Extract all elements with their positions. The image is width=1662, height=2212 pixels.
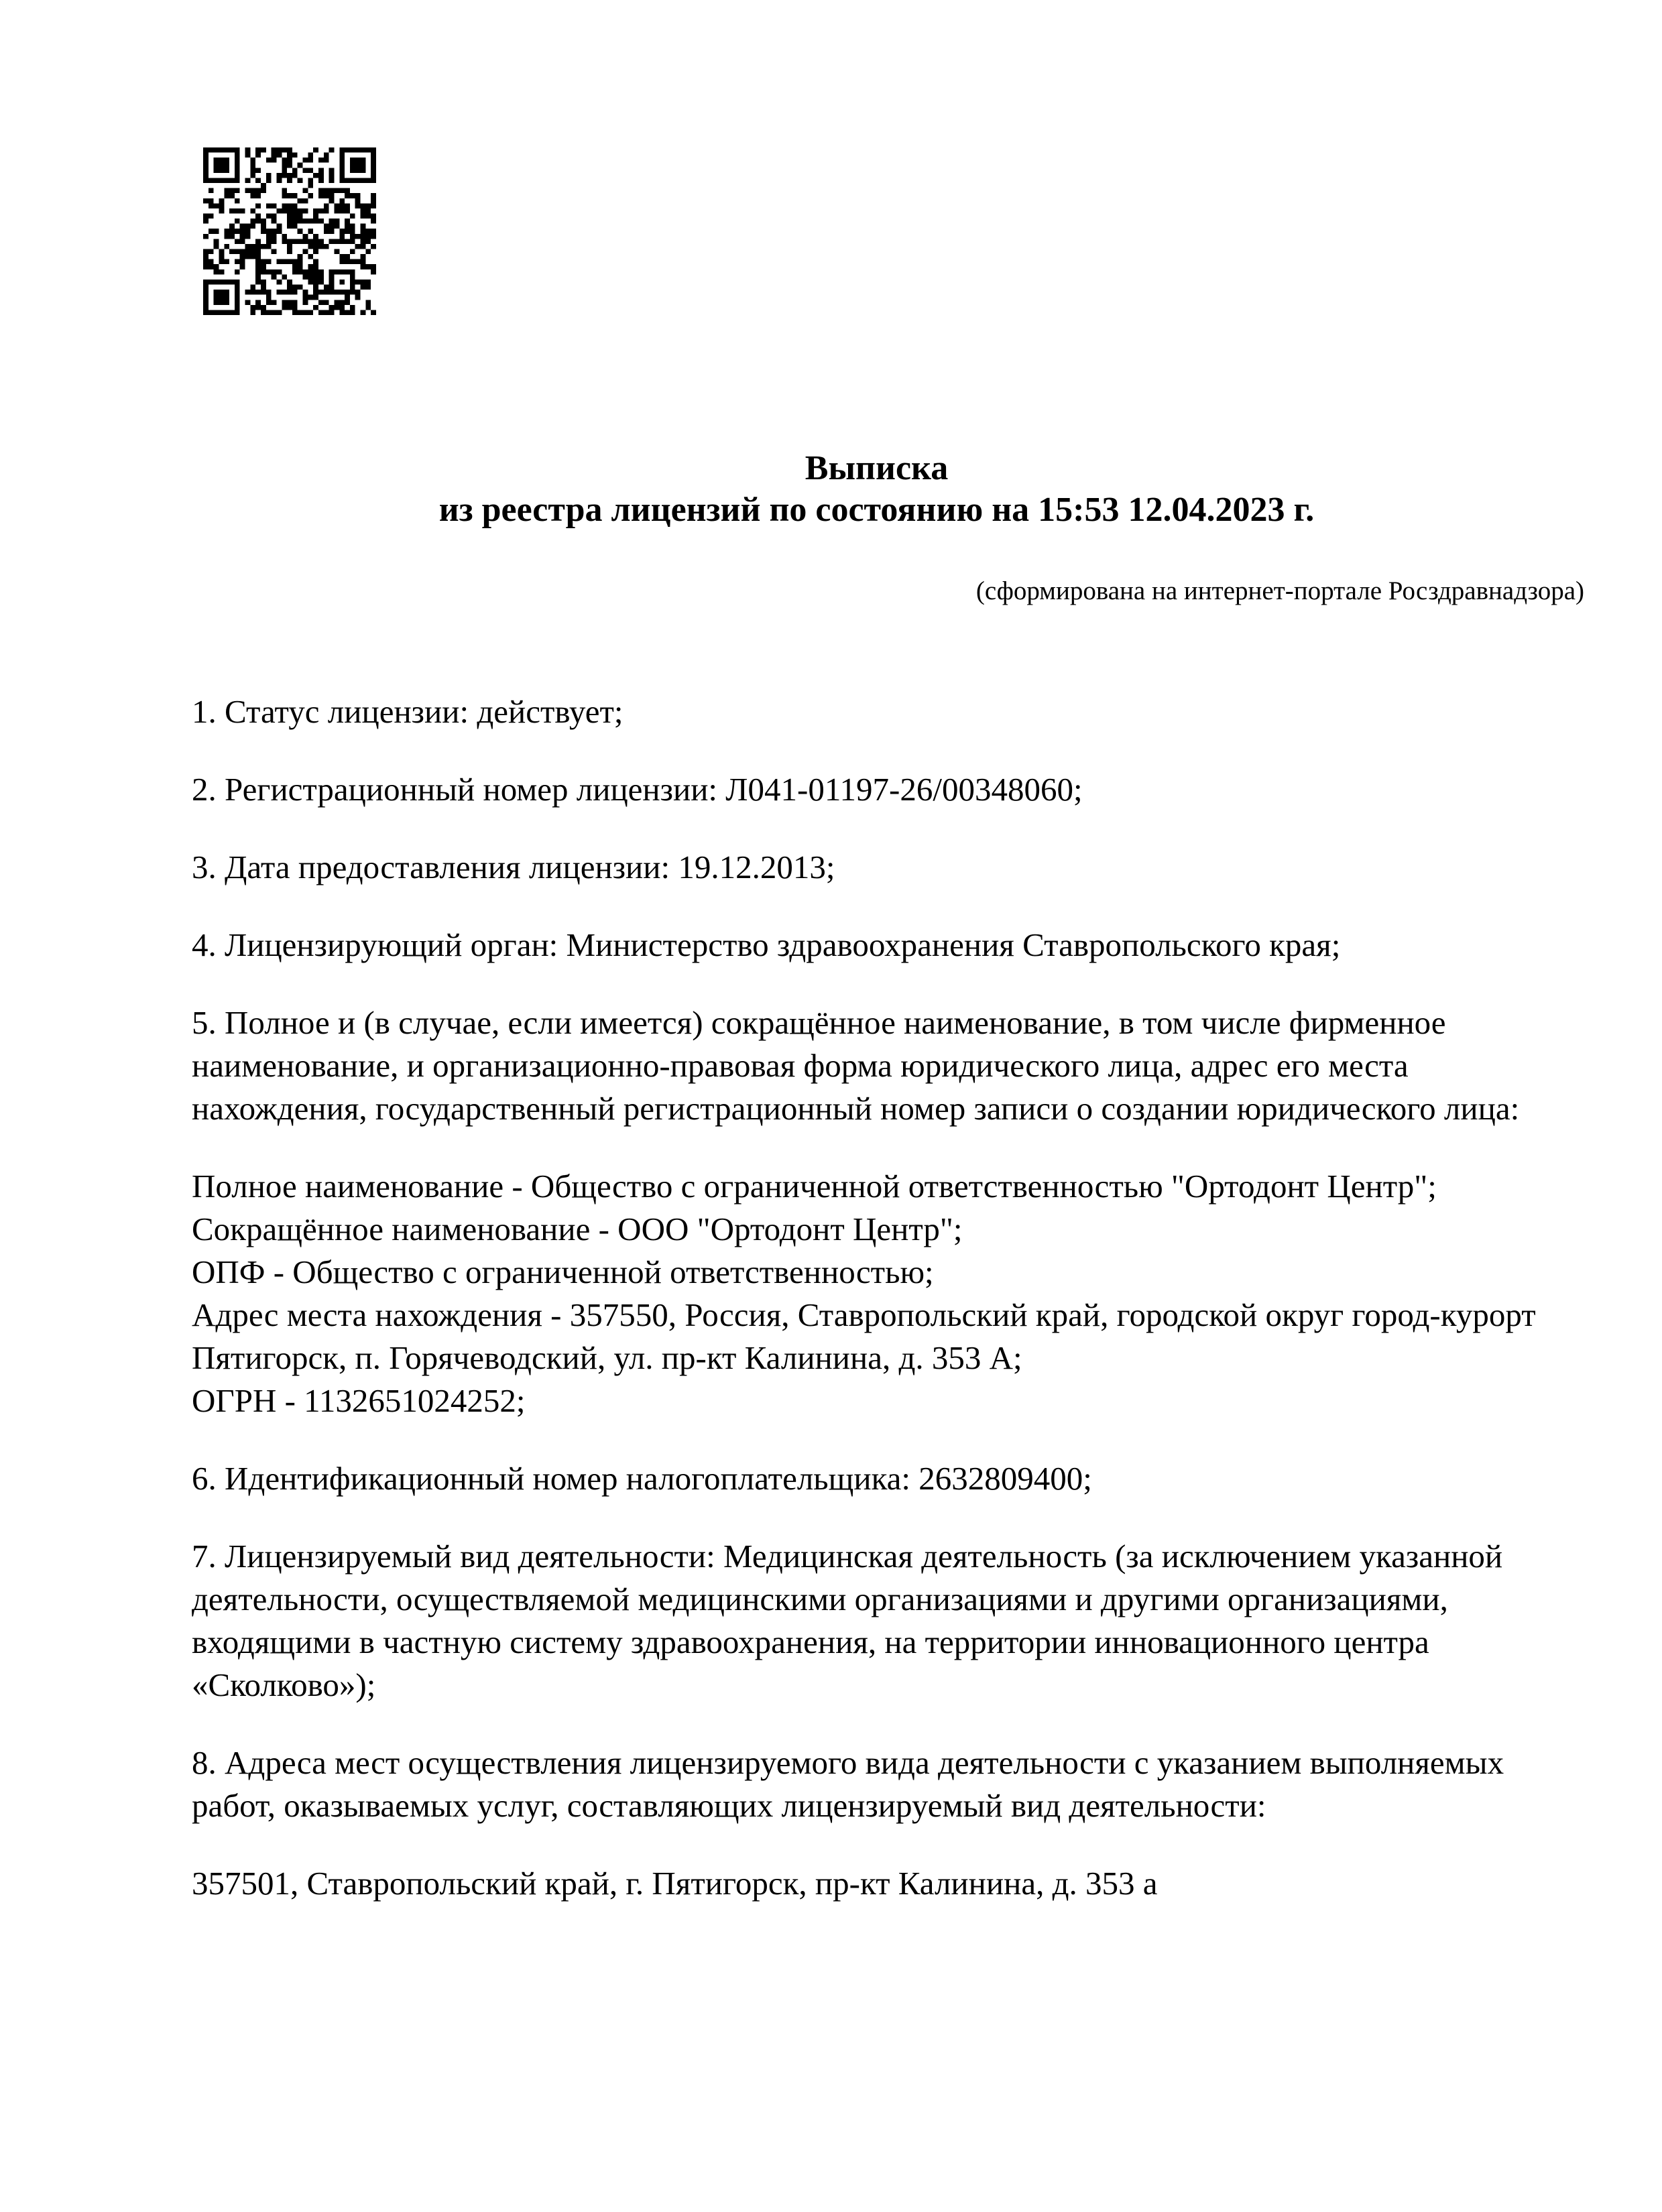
para-registration-number (192, 768, 1613, 811)
text-line: 357501, Ставропольский край, г. Пятигорск, пр-кт Калинина, д. 353 а (192, 1865, 1158, 1902)
para-grant-date (192, 846, 1613, 889)
text-line: нахождения, государственный регистрационный номер записи о создании юридического лица: (192, 1090, 1520, 1127)
para-entity-naming-intro (192, 1001, 1613, 1130)
text-line: наименование, и организационно-правовая форма юридического лица, адрес его места (192, 1047, 1409, 1084)
text-line: Пятигорск, п. Горячеводский, ул. пр-кт Калинина, д. 353 А; (192, 1339, 1022, 1376)
para-entity-details (192, 1165, 1613, 1422)
document-title (191, 448, 1562, 531)
text-line: деятельности, осуществляемой медицинскими организациями и другими организациями, (192, 1581, 1448, 1617)
document-body (192, 690, 1613, 1905)
text-line: Полное наименование - Общество с ограниченной ответственностью "Ортодонт Центр"; (192, 1168, 1437, 1205)
text-line: 7. Лицензируемый вид деятельности: Медицинская деятельность (за исключением указанной (192, 1538, 1503, 1575)
para-license-status (192, 690, 1613, 733)
text-line: 5. Полное и (в случае, если имеется) сокращённое наименование, в том числе фирменное (192, 1004, 1446, 1041)
text-line: входящими в частную систему здравоохранения, на территории инновационного центра (192, 1623, 1429, 1660)
para-licensed-activity (192, 1535, 1613, 1707)
text-line: ОГРН - 1132651024252; (192, 1382, 526, 1419)
text-line: работ, оказываемых услуг, составляющих лицензируемый вид деятельности: (192, 1787, 1266, 1824)
text-line: «Сколково»); (192, 1666, 376, 1703)
document-title-line1: Выписка (805, 449, 949, 487)
text-line: 1. Статус лицензии: действует; (192, 693, 624, 730)
document-subtitle: (сформирована на интернет-портале Росздравнадзора) (975, 576, 1584, 605)
para-inn (192, 1457, 1613, 1500)
text-line: Адрес места нахождения - 357550, Россия, Ставропольский край, городской округ город-курорт (192, 1296, 1536, 1333)
para-activity-address (192, 1862, 1613, 1905)
qr-code (203, 147, 376, 315)
text-line: 6. Идентификационный номер налогоплательщика: 2632809400; (192, 1460, 1092, 1497)
para-activity-addresses-intro (192, 1741, 1613, 1827)
text-line: 4. Лицензирующий орган: Министерство здравоохранения Ставропольского края; (192, 926, 1341, 963)
text-line: ОПФ - Общество с ограниченной ответственностью; (192, 1253, 934, 1290)
text-line: 8. Адреса мест осуществления лицензируемого вида деятельности с указанием выполняемых (192, 1744, 1504, 1781)
text-line: Сокращённое наименование - ООО "Ортодонт Центр"; (192, 1211, 963, 1247)
para-licensing-authority (192, 924, 1613, 967)
document-title-line2: из реестра лицензий по состоянию на 15:53 12.04.2023 г. (438, 491, 1315, 529)
text-line: 3. Дата предоставления лицензии: 19.12.2013; (192, 849, 835, 885)
text-line: 2. Регистрационный номер лицензии: Л041-01197-26/00348060; (192, 771, 1083, 808)
